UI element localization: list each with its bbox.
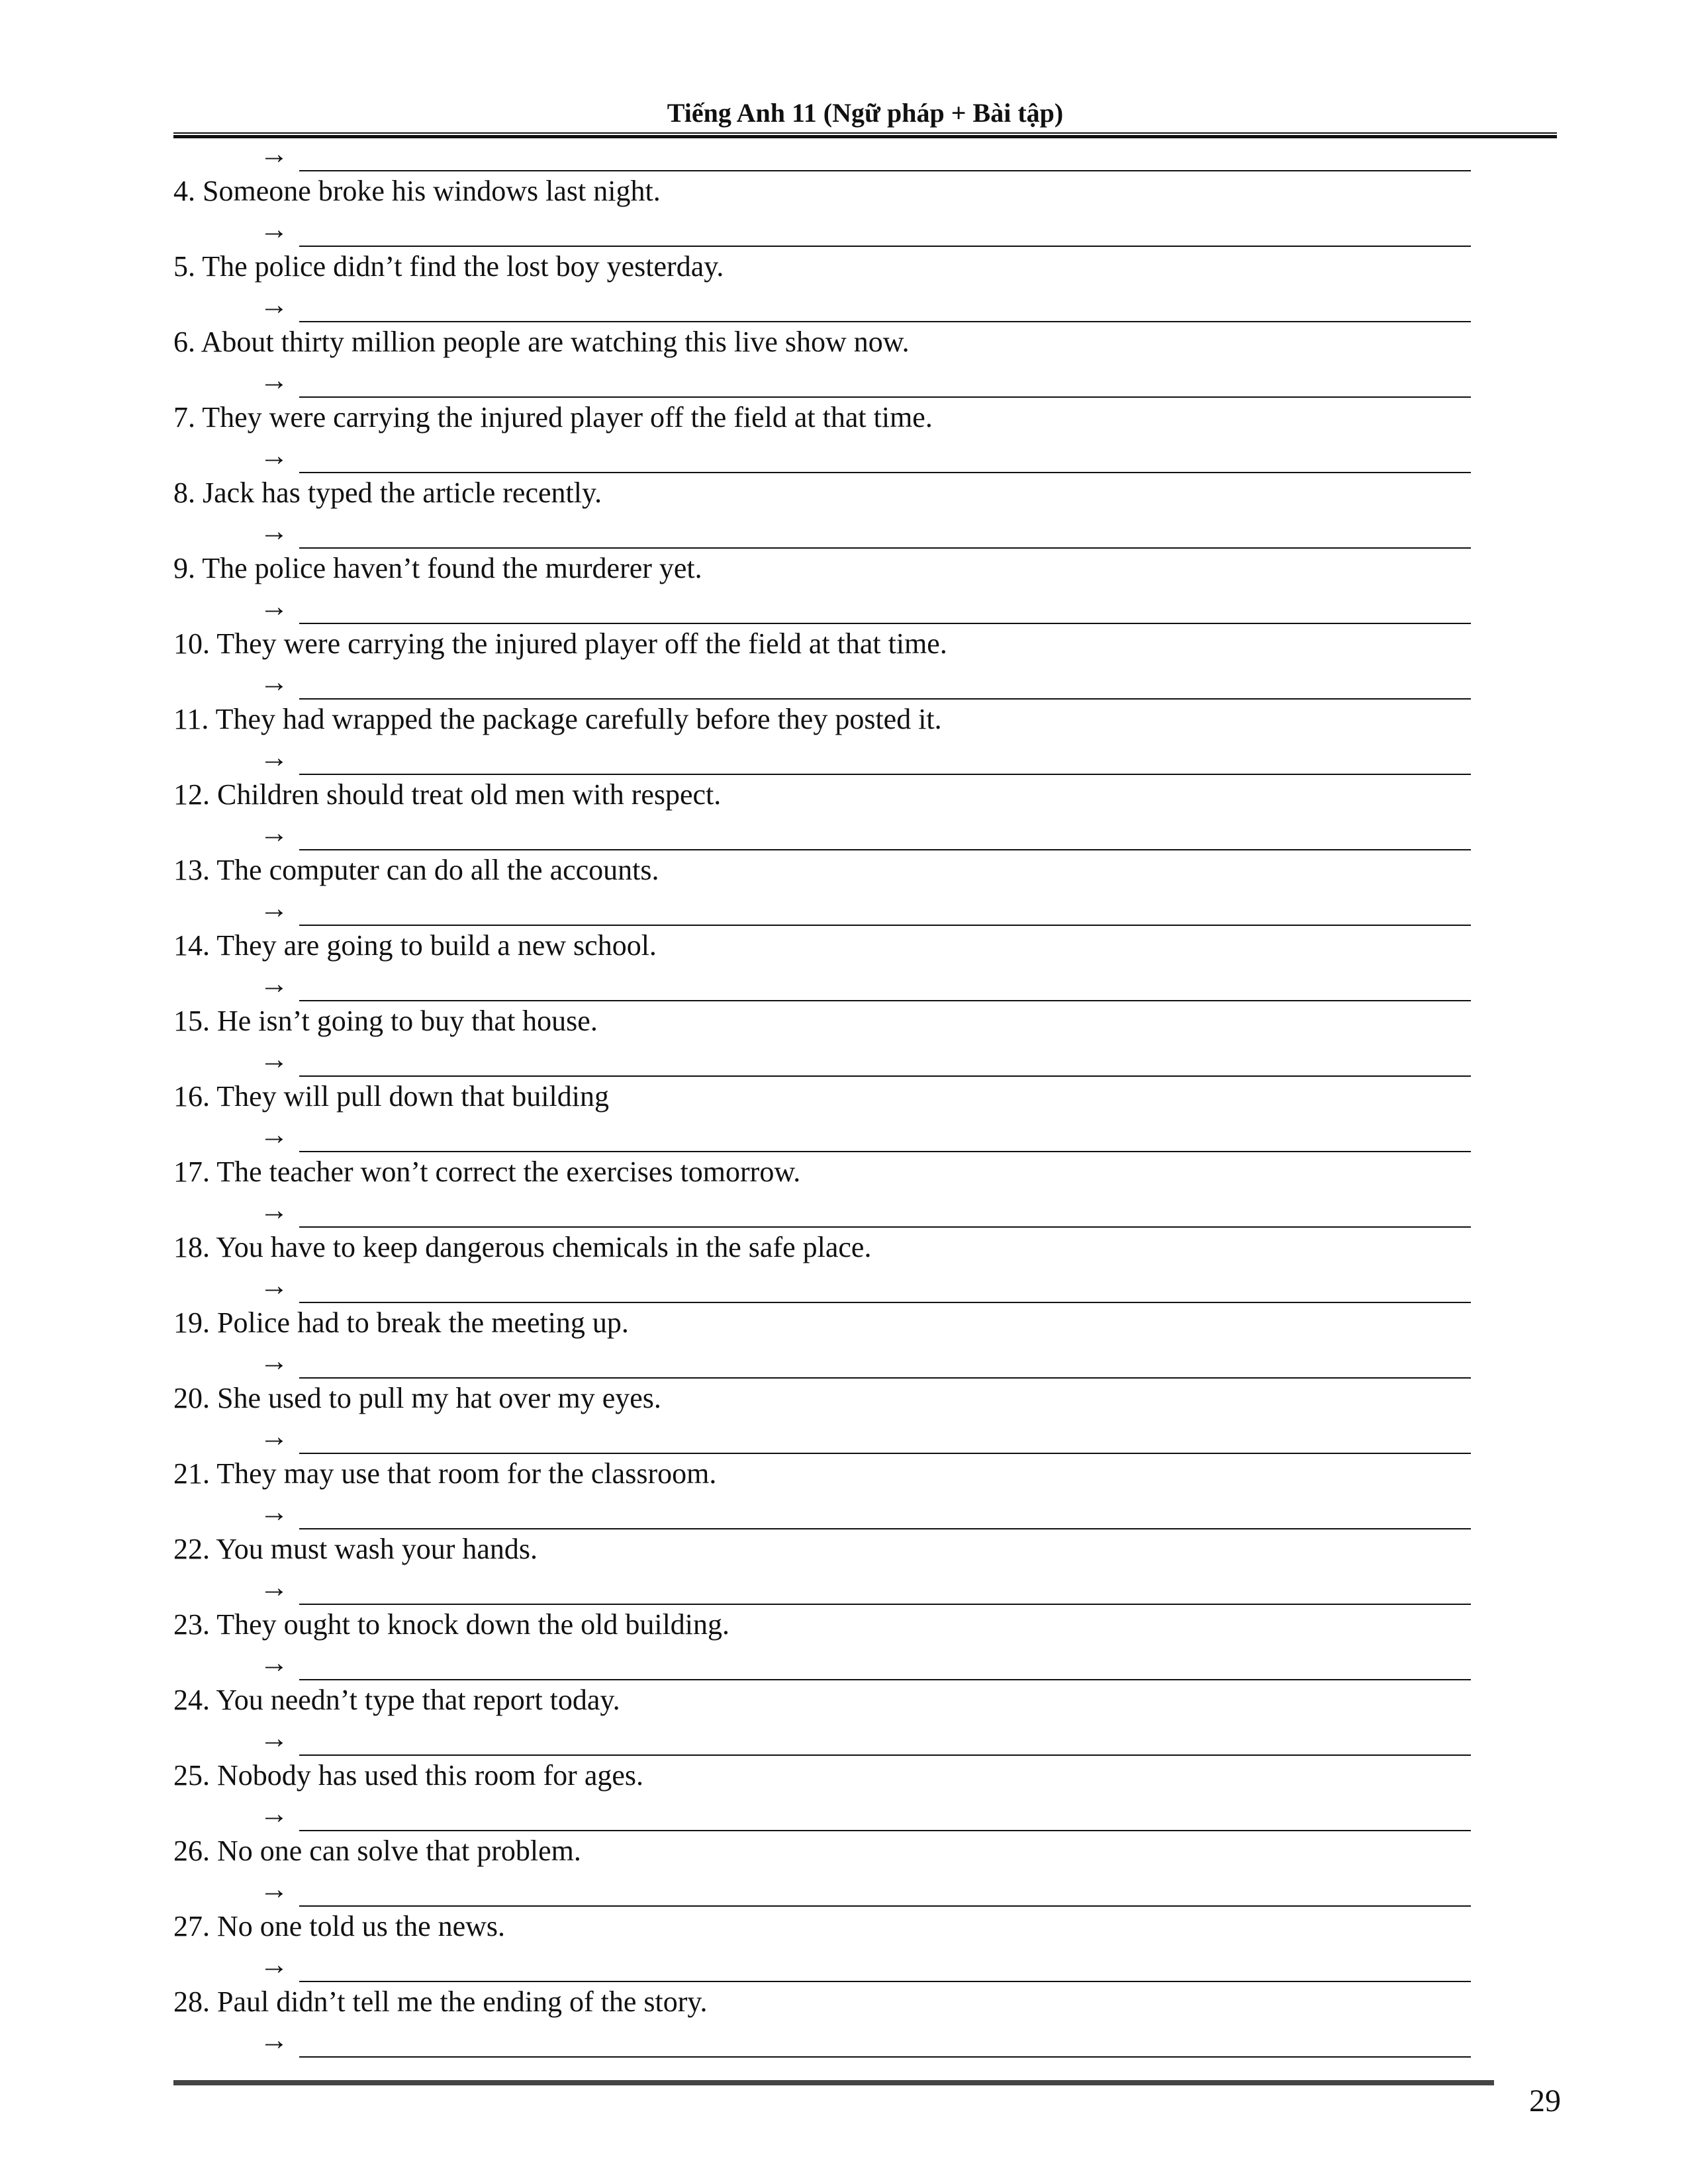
arrow-icon: →	[259, 1345, 289, 1377]
answer-row	[173, 2021, 1497, 2058]
arrow-icon: →	[259, 1873, 289, 1905]
exercise-item: 20. She used to pull my hat over my eyes.	[173, 1382, 661, 1414]
answer-row	[173, 1417, 1497, 1455]
arrow-icon: →	[259, 1571, 289, 1604]
arrow-icon: →	[259, 1118, 289, 1151]
page-number: 29	[1529, 2083, 1561, 2118]
arrow-icon: →	[259, 892, 289, 925]
arrow-icon: →	[259, 590, 289, 623]
arrow-icon: →	[259, 1496, 289, 1528]
answer-line[interactable]	[299, 321, 1471, 322]
arrow-icon: →	[259, 666, 289, 698]
arrow-icon: →	[259, 289, 289, 321]
exercise-item: 25. Nobody has used this room for ages.	[173, 1759, 644, 1792]
exercise-item: 23. They ought to knock down the old building.	[173, 1608, 730, 1641]
answer-line[interactable]	[299, 1377, 1471, 1379]
answer-line[interactable]	[299, 925, 1471, 926]
answer-row	[173, 1643, 1497, 1681]
answer-row	[173, 1568, 1497, 1606]
answer-row	[173, 1342, 1497, 1379]
arrow-icon: →	[259, 1194, 289, 1226]
exercise-item: 28. Paul didn’t tell me the ending of the story.	[173, 1985, 708, 2018]
arrow-icon: →	[259, 1269, 289, 1302]
exercise-item: 11. They had wrapped the package carefully before they posted it.	[173, 703, 942, 735]
answer-line[interactable]	[299, 1000, 1471, 1001]
answer-line[interactable]	[299, 246, 1471, 247]
answer-row	[173, 813, 1497, 851]
answer-line[interactable]	[299, 1604, 1471, 1605]
exercise-list	[173, 134, 1497, 2058]
answer-line[interactable]	[299, 2056, 1471, 2058]
answer-row	[173, 1492, 1497, 1530]
arrow-icon: →	[259, 515, 289, 547]
exercise-item: 7. They were carrying the injured player off the field at that time.	[173, 401, 933, 433]
exercise-item: 6. About thirty million people are watching this live show now.	[173, 326, 910, 358]
answer-line[interactable]	[299, 1830, 1471, 1831]
answer-row	[173, 512, 1497, 549]
answer-row	[173, 134, 1497, 172]
page-header-title: Tiếng Anh 11 (Ngữ pháp + Bài tập)	[667, 98, 1064, 128]
answer-row	[173, 1040, 1497, 1077]
exercise-item: 15. He isn’t going to buy that house.	[173, 1005, 598, 1037]
answer-line[interactable]	[299, 170, 1471, 171]
answer-row	[173, 1115, 1497, 1153]
arrow-icon: →	[259, 364, 289, 396]
exercise-item: 16. They will pull down that building	[173, 1080, 609, 1113]
arrow-icon: →	[259, 1043, 289, 1075]
exercise-item: 13. The computer can do all the accounts.	[173, 854, 659, 886]
answer-line[interactable]	[299, 1075, 1471, 1077]
exercise-item: 22. You must wash your hands.	[173, 1533, 538, 1565]
answer-line[interactable]	[299, 774, 1471, 775]
answer-line[interactable]	[299, 623, 1471, 624]
answer-line[interactable]	[299, 698, 1471, 700]
answer-line[interactable]	[299, 1679, 1471, 1680]
exercise-item: 5. The police didn’t find the lost boy yesterday.	[173, 250, 724, 283]
answer-line[interactable]	[299, 1453, 1471, 1454]
exercise-item: 18. You have to keep dangerous chemicals in the safe place.	[173, 1231, 872, 1263]
answer-row	[173, 210, 1497, 248]
footer-rule	[173, 2080, 1494, 2085]
answer-line[interactable]	[299, 1754, 1471, 1756]
answer-line[interactable]	[299, 1981, 1471, 1982]
answer-line[interactable]	[299, 547, 1471, 549]
exercise-item: 19. Police had to break the meeting up.	[173, 1306, 629, 1339]
exercise-item: 21. They may use that room for the classroom.	[173, 1457, 717, 1490]
arrow-icon: →	[259, 1647, 289, 1679]
exercise-item: 8. Jack has typed the article recently.	[173, 477, 602, 509]
answer-line[interactable]	[299, 1528, 1471, 1529]
answer-row	[173, 1945, 1497, 1983]
answer-row	[173, 738, 1497, 776]
exercise-item: 12. Children should treat old men with respect.	[173, 778, 722, 811]
answer-row	[173, 1794, 1497, 1832]
answer-line[interactable]	[299, 472, 1471, 473]
answer-row	[173, 889, 1497, 927]
arrow-icon: →	[259, 138, 289, 170]
answer-line[interactable]	[299, 849, 1471, 850]
answer-row	[173, 587, 1497, 625]
exercise-item: 10. They were carrying the injured player off the field at that time.	[173, 627, 947, 660]
arrow-icon: →	[259, 213, 289, 246]
exercise-item: 17. The teacher won’t correct the exercises tomorrow.	[173, 1156, 801, 1188]
exercise-item: 14. They are going to build a new school.	[173, 929, 657, 962]
exercise-item: 4. Someone broke his windows last night.	[173, 175, 661, 207]
exercise-item: 27. No one told us the news.	[173, 1910, 506, 1942]
answer-line[interactable]	[299, 1905, 1471, 1907]
answer-row	[173, 1191, 1497, 1228]
exercise-item: 24. You needn’t type that report today.	[173, 1684, 620, 1716]
exercise-item: 9. The police haven’t found the murderer yet.	[173, 552, 702, 584]
answer-row	[173, 662, 1497, 700]
answer-line[interactable]	[299, 1151, 1471, 1152]
arrow-icon: →	[259, 1722, 289, 1754]
answer-row	[173, 964, 1497, 1002]
answer-line[interactable]	[299, 1302, 1471, 1303]
exercise-item: 26. No one can solve that problem.	[173, 1835, 581, 1867]
answer-row	[173, 285, 1497, 323]
arrow-icon: →	[259, 817, 289, 849]
answer-row	[173, 1870, 1497, 1907]
arrow-icon: →	[259, 741, 289, 774]
arrow-icon: →	[259, 968, 289, 1000]
arrow-icon: →	[259, 439, 289, 472]
answer-row	[173, 361, 1497, 398]
arrow-icon: →	[259, 1948, 289, 1981]
answer-line[interactable]	[299, 1226, 1471, 1228]
header-rule-thin	[173, 132, 1557, 134]
arrow-icon: →	[259, 1797, 289, 1830]
answer-row	[173, 1719, 1497, 1756]
answer-row	[173, 1266, 1497, 1304]
arrow-icon: →	[259, 2024, 289, 2056]
arrow-icon: →	[259, 1420, 289, 1453]
answer-row	[173, 436, 1497, 474]
answer-line[interactable]	[299, 396, 1471, 398]
